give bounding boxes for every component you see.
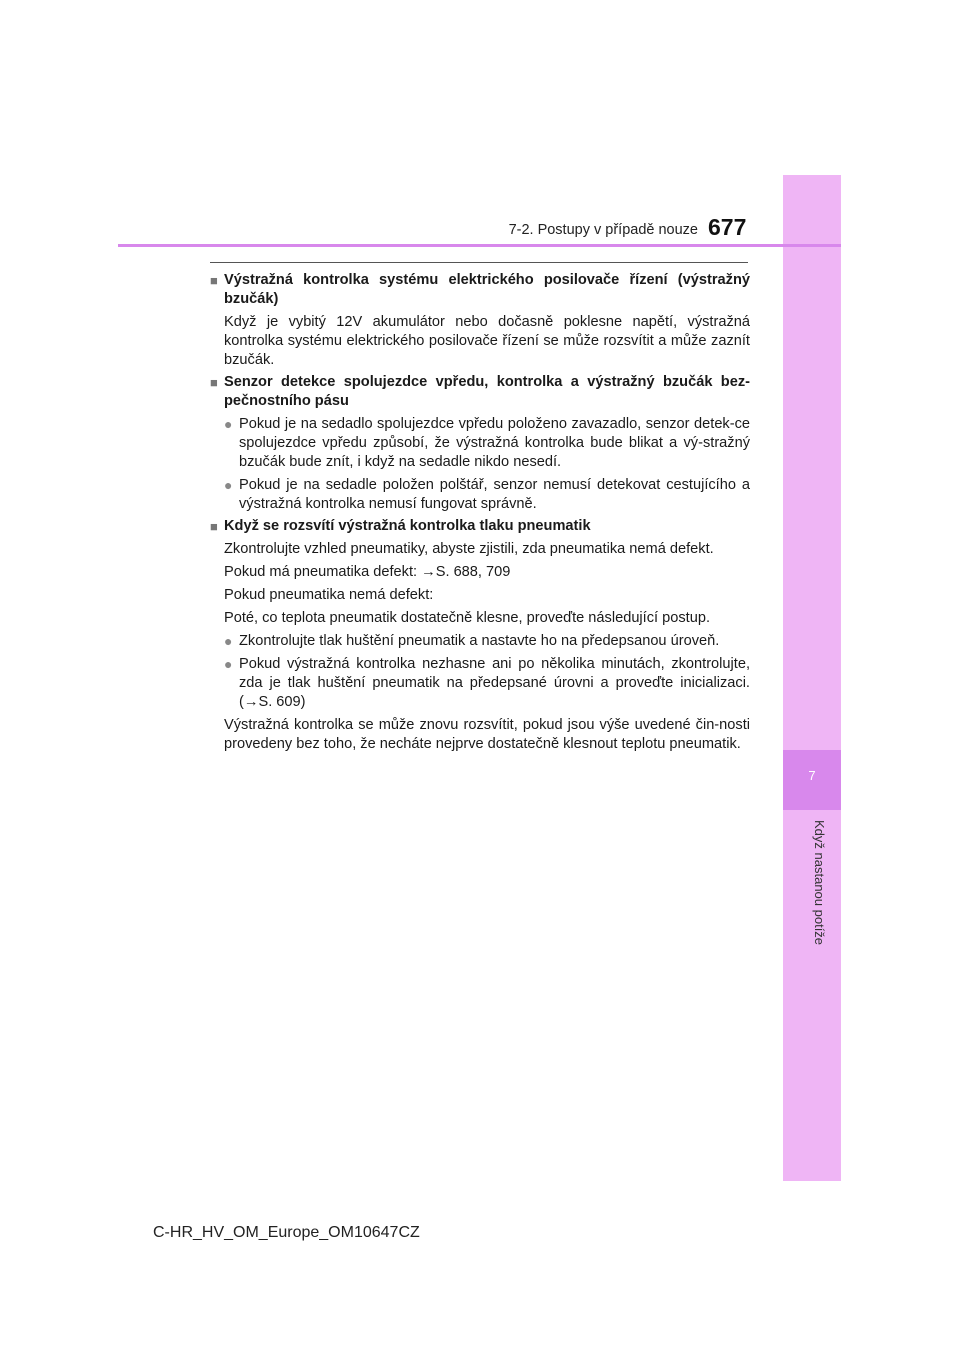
paragraph: Když je vybitý 12V akumulátor nebo dočasně poklesne napětí, výstražná kontrolka systému elektrického posilovače řízení se může rozsvítit a může zaznít bzučák.: [224, 314, 750, 368]
running-header-section: 7-2. Postupy v případě nouze: [508, 222, 698, 238]
square-bullet-icon: ■: [210, 519, 218, 534]
square-bullet-icon: ■: [210, 375, 218, 390]
paragraph: Pokud má pneumatika defekt: →S. 688, 709: [224, 564, 511, 580]
content-top-rule: [210, 262, 748, 263]
page-number: 677: [708, 214, 747, 240]
document-id-footer: C-HR_HV_OM_Europe_OM10647CZ: [153, 1224, 420, 1241]
section-heading-text: Když se rozsvítí výstražná kontrolka tlaku pneumatik: [224, 518, 591, 534]
bullet-text: Zkontrolujte tlak huštění pneumatik a nastavte ho na předepsanou úroveň.: [239, 633, 720, 649]
chapter-number: 7: [808, 768, 816, 783]
section-heading: [210, 373, 750, 411]
paragraph: Poté, co teplota pneumatik dostatečně klesne, proveďte následující postup.: [224, 610, 711, 626]
paragraph: Pokud pneumatika nemá defekt:: [224, 587, 434, 603]
round-bullet-icon: ●: [224, 633, 233, 649]
bullet-item: [224, 415, 750, 472]
paragraph: Výstražná kontrolka se může znovu rozsvítit, pokud jsou výše uvedené čin-nosti provedeny bez toho, že necháte nejprve dostatečně klesnout teplotu pneumatik.: [224, 717, 750, 752]
bullet-item: [224, 476, 750, 514]
bullet-text: Pokud je na sedadlo spolujezdce vpředu položeno zavazadlo, senzor detek-ce spolujezdce vpředu způsobí, že výstražná kontrolka bude blikat a vý-stražný bzučák bude znít, i když na sedadle nikdo nesedí.: [239, 416, 750, 470]
paragraph: Zkontrolujte vzhled pneumatiky, abyste zjistili, zda pneumatika nemá defekt.: [224, 541, 714, 557]
page-content: [210, 268, 750, 754]
section-heading-text: Senzor detekce spolujezdce vpředu, kontrolka a výstražný bzučák bez-pečnostního pásu: [224, 374, 750, 409]
bullet-text: Pokud je na sedadle položen polštář, senzor nemusí detekovat cestujícího a výstražná kontrolka nemusí fungovat správně.: [239, 477, 750, 512]
section-heading: [210, 271, 750, 309]
chapter-side-tab: [783, 175, 841, 1181]
section-heading-text: Výstražná kontrolka systému elektrického posilovače řízení (výstražný bzučák): [224, 272, 750, 307]
section-heading: [210, 517, 750, 536]
round-bullet-icon: ●: [224, 656, 233, 672]
square-bullet-icon: ■: [210, 273, 218, 288]
round-bullet-icon: ●: [224, 477, 233, 493]
bullet-item: [224, 632, 750, 651]
header-rule: [118, 244, 841, 247]
bullet-text: Pokud výstražná kontrolka nezhasne ani po několika minutách, zkontrolujte, zda je tlak huštění pneumatik na předepsané úrovni a proveďte inicializaci. (→S. 609): [239, 656, 750, 710]
bullet-item: [224, 655, 750, 712]
round-bullet-icon: ●: [224, 416, 233, 432]
chapter-title: Když nastanou potíže: [812, 820, 827, 946]
